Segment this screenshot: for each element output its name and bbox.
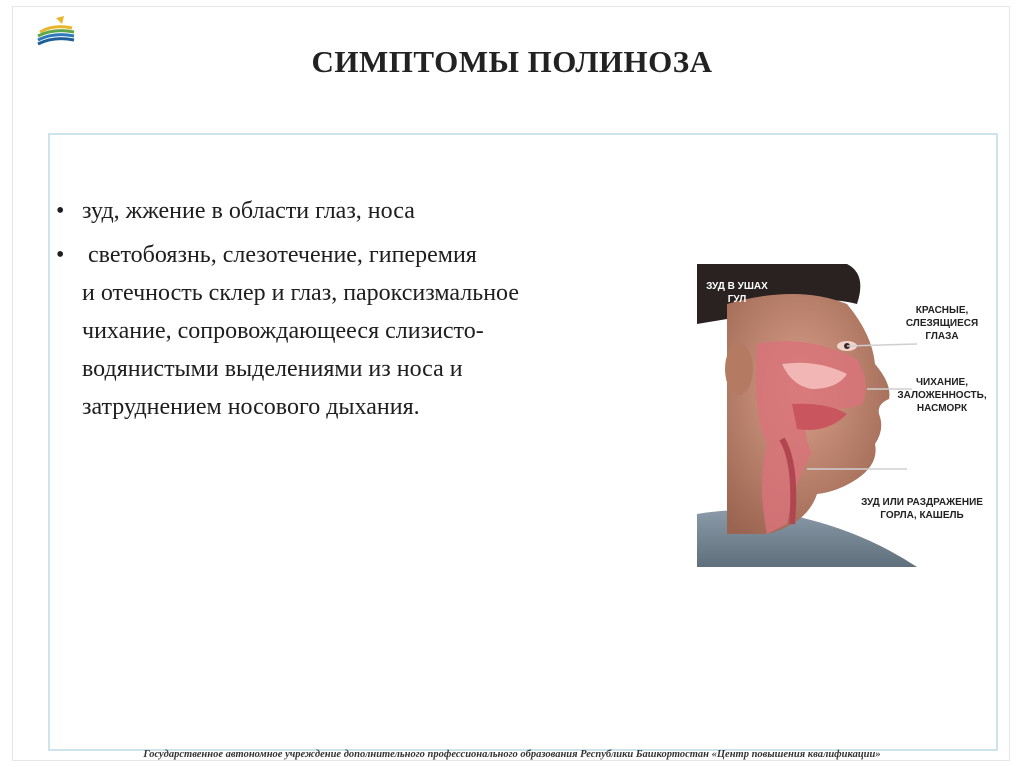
label-throat bbox=[853, 496, 991, 522]
label-nose bbox=[893, 376, 991, 415]
bullet-line: затруднением носового дыхания. bbox=[82, 394, 420, 420]
bullet-item bbox=[56, 236, 706, 426]
bullet-marker: • bbox=[56, 242, 65, 268]
label-ears-line: ГУЛ bbox=[727, 294, 747, 305]
label-nose-line: НАСМОРК bbox=[916, 403, 968, 414]
label-throat-line: ГОРЛА, КАШЕЛЬ bbox=[880, 510, 964, 521]
label-eyes-line: КРАСНЫЕ, bbox=[915, 305, 969, 316]
label-eyes bbox=[893, 304, 991, 343]
bullet-line: зуд, жжение в области глаз, носа bbox=[82, 198, 415, 224]
label-nose-line: ЗАЛОЖЕННОСТЬ, bbox=[897, 390, 987, 401]
label-eyes-line: СЛЕЗЯЩИЕСЯ bbox=[905, 318, 979, 329]
label-nose-line: ЧИХАНИЕ, bbox=[916, 377, 968, 388]
label-eyes-line: ГЛАЗА bbox=[925, 331, 959, 342]
label-throat-line: ЗУД ИЛИ РАЗДРАЖЕНИЕ bbox=[861, 497, 983, 508]
bullet-line: светобоязнь, слезотечение, гиперемия bbox=[82, 242, 477, 268]
slide-title: СИМПТОМЫ ПОЛИНОЗА bbox=[311, 44, 713, 79]
bullet-line: и отечность склер и глаз, пароксизмальное bbox=[82, 280, 519, 306]
bullet-item bbox=[56, 192, 706, 230]
bullet-line: чихание, сопровождающееся слизисто- bbox=[82, 318, 484, 344]
allergy-head-illustration bbox=[697, 264, 991, 567]
footer-institution: Государственное автономное учреждение дополнительного профессионального образования Республики Башкортостан «Центр повышения квалификации» bbox=[143, 749, 881, 760]
bullet-line: водянистыми выделениями из носа и bbox=[82, 356, 463, 382]
bullet-list bbox=[56, 192, 706, 426]
label-ears-line: ЗУД В УШАХ bbox=[706, 281, 768, 292]
label-ears bbox=[705, 280, 769, 306]
bullet-marker: • bbox=[56, 198, 65, 224]
logo-icon bbox=[34, 14, 76, 48]
